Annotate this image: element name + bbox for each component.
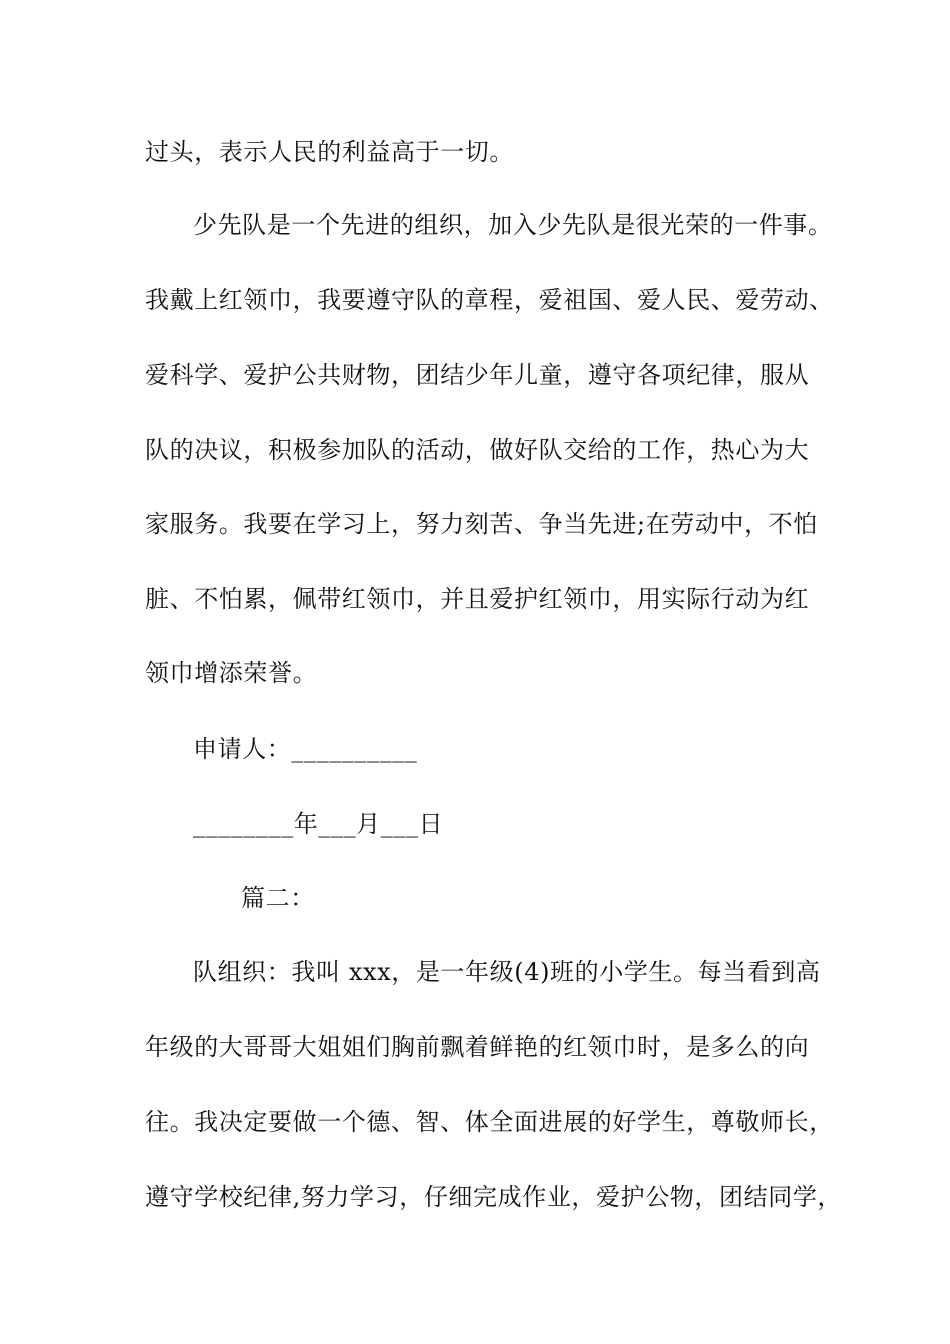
paragraph-line: 家服务。我要在学习上，努力刻苦、争当先进;在劳动中，不怕 (145, 510, 818, 538)
paragraph-line: 队的决议，积极参加队的活动，做好队交给的工作，热心为大 (145, 436, 810, 464)
paragraph-line: 脏、不怕累，佩带红领巾，并且爱护红领巾，用实际行动为红 (145, 585, 810, 613)
applicant-line: 申请人：__________ (193, 735, 418, 763)
section-heading: 篇二： (241, 884, 315, 912)
paragraph-line: 我戴上红领巾，我要遵守队的章程，爱祖国、爱人民、爱劳动、 (145, 286, 834, 314)
paragraph-line: 过头，表示人民的利益高于一切。 (145, 138, 514, 166)
paragraph-line: 往。我决定要做一个德、智、体全面进展的好学生，尊敬师长， (145, 1108, 834, 1136)
paragraph-line: 队组织：我叫 xxx，是一年级(4)班的小学生。每当看到高 (193, 958, 821, 986)
paragraph-line: 年级的大哥哥大姐姐们胸前飘着鲜艳的红领巾时，是多么的向 (145, 1033, 810, 1061)
paragraph-line: 领巾增添荣誉。 (145, 659, 318, 687)
paragraph-line: 遵守学校纪律,努力学习，仔细完成作业，爱护公物，团结同学， (145, 1183, 843, 1211)
paragraph-line: 爱科学、爱护公共财物，团结少年儿童，遵守各项纪律，服从 (145, 361, 810, 389)
date-line: ________年___月___日 (193, 810, 444, 838)
paragraph-line: 少先队是一个先进的组织，加入少先队是很光荣的一件事。 (193, 211, 833, 239)
